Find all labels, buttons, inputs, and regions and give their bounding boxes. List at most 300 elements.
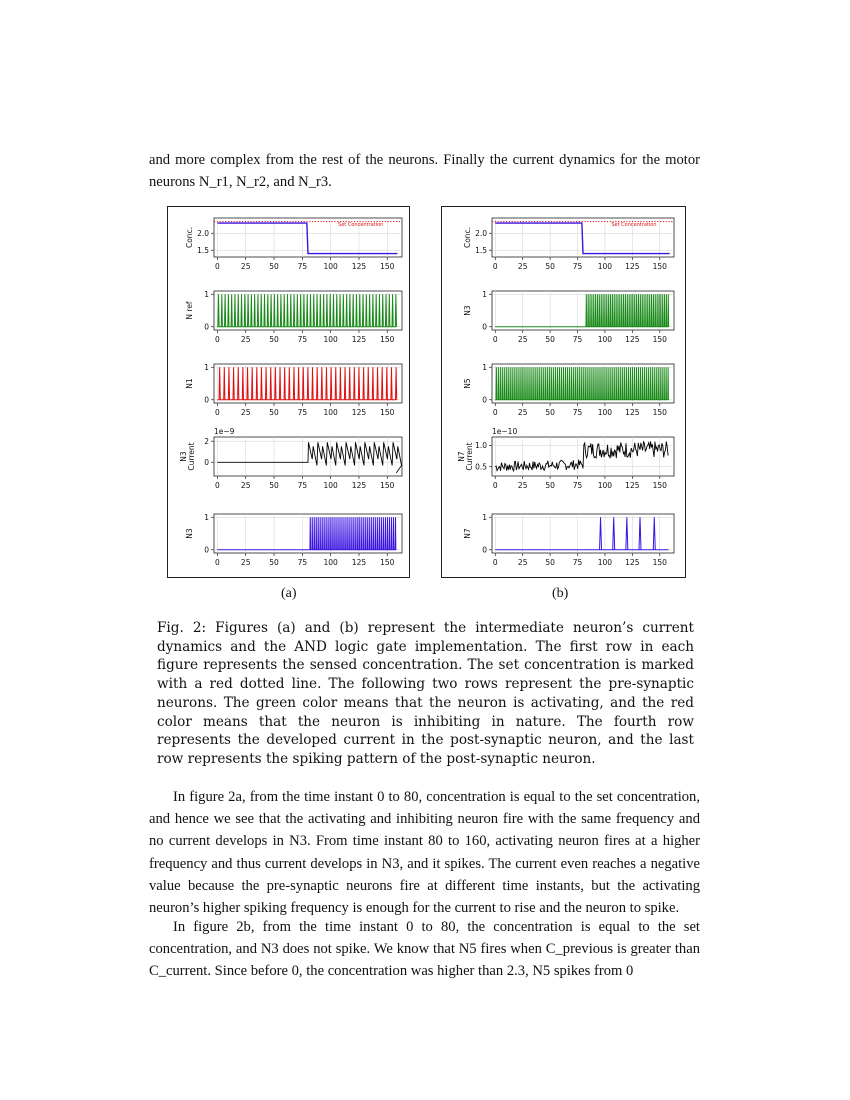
spike-mark: [333, 294, 334, 327]
x-tick-label: 150: [380, 335, 395, 344]
x-tick-label: 125: [351, 408, 367, 417]
spike-mark: [638, 294, 639, 327]
spike-mark: [362, 294, 363, 327]
spike-mark: [614, 367, 615, 400]
spike-mark: [349, 294, 350, 327]
spike-mark: [500, 367, 501, 400]
x-tick-label: 150: [652, 558, 667, 567]
spike-mark: [545, 367, 546, 400]
spike-mark: [377, 367, 378, 400]
y-tick-label: 1: [204, 512, 209, 522]
subplot-1: [463, 218, 674, 271]
spike-mark: [634, 367, 635, 400]
spike-mark: [514, 367, 515, 400]
spike-mark: [377, 517, 378, 550]
spike-mark: [577, 367, 578, 400]
x-tick-label: 0: [215, 262, 220, 271]
spike-mark: [644, 367, 645, 400]
spike-mark: [536, 367, 537, 400]
spike-mark: [648, 367, 649, 400]
spike-mark: [338, 517, 339, 550]
spike-mark: [274, 294, 275, 327]
y-tick-label: 0: [204, 545, 209, 555]
current-series: [495, 441, 668, 470]
spike-mark: [353, 294, 354, 327]
spike-mark: [595, 294, 596, 327]
figure-panel-b: [441, 206, 686, 578]
x-tick-label: 25: [240, 481, 251, 490]
spike-mark: [524, 367, 525, 400]
y-tick-label: 1.0: [475, 441, 487, 451]
spike-mark: [234, 294, 235, 327]
spike-mark: [620, 367, 621, 400]
spike-mark: [652, 367, 653, 400]
x-tick-label: 50: [545, 558, 555, 567]
y-axis-label: N5: [463, 378, 472, 389]
spike-mark: [592, 294, 593, 327]
spike-mark: [591, 367, 592, 400]
spike-mark: [221, 294, 222, 327]
spike-mark: [646, 294, 647, 327]
spike-mark: [363, 367, 364, 400]
spike-mark: [284, 294, 285, 327]
spike-mark: [603, 367, 604, 400]
spike-mark: [348, 517, 349, 550]
x-tick-label: 100: [597, 481, 613, 490]
y-tick-label: 0: [482, 545, 487, 555]
spike-mark: [340, 367, 341, 400]
spike-mark: [605, 294, 606, 327]
x-tick-label: 150: [380, 262, 395, 271]
x-tick-label: 100: [323, 335, 338, 344]
spike-mark: [593, 294, 594, 327]
x-tick-label: 150: [380, 408, 395, 417]
spike-mark: [599, 294, 600, 327]
spike-mark: [549, 367, 550, 400]
spike-mark: [569, 367, 570, 400]
spike-mark: [666, 294, 667, 327]
spike-mark: [532, 367, 533, 400]
x-tick-label: 150: [652, 262, 667, 271]
set-concentration-annotation: Set Concentration: [338, 222, 384, 228]
spike-mark: [326, 294, 327, 327]
spike-mark: [247, 294, 248, 327]
spike-mark: [386, 367, 387, 400]
spike-mark: [662, 367, 663, 400]
x-tick-label: 125: [625, 408, 640, 417]
x-tick-label: 100: [597, 408, 613, 417]
spike-mark: [640, 367, 641, 400]
spike-mark: [605, 367, 606, 400]
spike-mark: [628, 367, 629, 400]
x-tick-label: 75: [297, 335, 308, 344]
spike-mark: [555, 367, 556, 400]
spike-mark: [279, 367, 280, 400]
spike-mark: [621, 294, 622, 327]
spike-mark: [339, 294, 340, 327]
paragraph-intro: and more complex from the rest of the neurons. Finally the current dynamics for the motor neurons N_r1, N_r2, and N_r3.: [149, 152, 700, 191]
spike-mark: [326, 517, 327, 550]
spike-mark: [385, 517, 386, 550]
spike-mark: [270, 294, 271, 327]
spike-mark: [335, 367, 336, 400]
spike-mark: [609, 367, 610, 400]
spike-mark: [624, 367, 625, 400]
spike-mark: [314, 517, 315, 550]
spike-mark: [504, 367, 505, 400]
spike-mark: [395, 294, 396, 327]
spike-mark: [520, 367, 521, 400]
subplot-4: [179, 427, 402, 490]
spike-mark: [376, 294, 377, 327]
spike-mark: [522, 367, 523, 400]
spike-mark: [607, 367, 608, 400]
spike-mark: [218, 294, 219, 327]
x-tick-label: 0: [492, 262, 498, 271]
spike-mark: [654, 367, 655, 400]
spike-mark: [375, 517, 376, 550]
x-tick-label: 25: [240, 408, 251, 417]
spike-mark: [553, 367, 554, 400]
spike-mark: [359, 294, 360, 327]
spike-mark: [565, 367, 566, 400]
spike-mark: [510, 367, 511, 400]
x-tick-label: 125: [625, 481, 640, 490]
spike-mark: [373, 517, 374, 550]
x-tick-label: 50: [269, 408, 279, 417]
spike-mark: [251, 294, 252, 327]
x-tick-label: 75: [297, 262, 308, 271]
spike-mark: [561, 367, 562, 400]
spike-mark: [316, 517, 317, 550]
spike-mark: [316, 294, 317, 327]
spike-mark: [662, 294, 663, 327]
y-tick-label: 1: [482, 289, 487, 299]
spike-mark: [392, 294, 393, 327]
spike-mark: [372, 367, 373, 400]
spike-mark: [313, 294, 314, 327]
x-tick-label: 75: [572, 335, 583, 344]
spike-mark: [321, 367, 322, 400]
spike-mark: [633, 294, 634, 327]
spike-mark: [359, 517, 360, 550]
spike-mark: [354, 517, 355, 550]
spike-mark: [559, 367, 560, 400]
spike-mark: [646, 367, 647, 400]
spike-mark: [284, 367, 285, 400]
spike-mark: [563, 367, 564, 400]
spike-mark: [267, 294, 268, 327]
spike-mark: [228, 367, 229, 400]
y-axis-label: N3: [179, 451, 188, 462]
spike-mark: [581, 367, 582, 400]
spike-mark: [224, 367, 225, 400]
y-tick-label: 2.0: [475, 228, 487, 238]
spike-mark: [352, 517, 353, 550]
current-series: [217, 442, 401, 473]
spike-mark: [280, 294, 281, 327]
spike-mark: [618, 367, 619, 400]
y-axis-label: N ref: [185, 301, 194, 320]
subplot-3: [185, 363, 402, 417]
spike-mark: [367, 517, 368, 550]
spike-mark: [303, 294, 304, 327]
spike-mark: [346, 517, 347, 550]
spike-mark: [626, 367, 627, 400]
spike-mark: [608, 294, 609, 327]
y-tick-label: 0.5: [475, 462, 487, 472]
figure-caption: Fig. 2: Figures (a) and (b) represent the intermediate neuron’s current dynamics and the AND logic gate implementation. The first row in each figure represents the sensed concentration. The set concentration is marked with a red dotted line. The following two rows represent the pre-synaptic neurons. The green color means that the neuron is activating, and the red color means that the neuron is inhibiting in nature. The fourth row represents the developed current in the post-synaptic neuron, and the last row represents the spiking pattern of the post-synaptic neuron.: [157, 620, 694, 767]
spike-mark: [626, 517, 628, 550]
spike-mark: [366, 294, 367, 327]
spike-mark: [307, 367, 308, 400]
spike-mark: [623, 294, 624, 327]
spike-mark: [638, 367, 639, 400]
spike-mark: [330, 294, 331, 327]
spike-mark: [661, 294, 662, 327]
x-tick-label: 0: [215, 408, 220, 417]
spike-mark: [610, 367, 611, 400]
y-axis-label: Conc.: [463, 226, 472, 249]
spike-mark: [640, 294, 641, 327]
x-tick-label: 25: [517, 408, 528, 417]
spike-mark: [381, 517, 382, 550]
spike-mark: [332, 517, 333, 550]
spike-mark: [238, 294, 239, 327]
x-tick-label: 75: [297, 558, 308, 567]
spike-mark: [287, 294, 288, 327]
spike-mark: [293, 367, 294, 400]
spike-mark: [590, 294, 591, 327]
spike-mark: [639, 517, 641, 550]
subplot-5: [185, 513, 402, 567]
y-scale-label: 1e−10: [492, 427, 518, 436]
spike-mark: [642, 367, 643, 400]
x-tick-label: 25: [240, 335, 251, 344]
x-tick-label: 100: [323, 558, 338, 567]
spike-mark: [298, 367, 299, 400]
spike-mark: [599, 367, 600, 400]
spike-mark: [342, 517, 343, 550]
y-axis-label: N7: [457, 451, 466, 462]
spike-mark: [369, 294, 370, 327]
y-tick-label: 1.5: [197, 245, 209, 255]
spike-mark: [588, 294, 589, 327]
spike-mark: [583, 367, 584, 400]
set-concentration-annotation: Set Concentration: [611, 222, 657, 228]
x-tick-label: 50: [269, 481, 279, 490]
spike-mark: [365, 517, 366, 550]
spike-mark: [539, 367, 540, 400]
y-tick-label: 1: [204, 289, 209, 299]
spike-mark: [516, 367, 517, 400]
y-axis-label: N3: [185, 528, 194, 539]
spike-mark: [634, 294, 635, 327]
spike-mark: [228, 294, 229, 327]
spike-mark: [575, 367, 576, 400]
spike-mark: [344, 367, 345, 400]
spike-mark: [323, 294, 324, 327]
spike-mark: [371, 517, 372, 550]
spike-mark: [349, 367, 350, 400]
spike-mark: [241, 294, 242, 327]
spike-mark: [630, 367, 631, 400]
subfigure-label-b: (b): [552, 586, 569, 601]
spike-mark: [518, 367, 519, 400]
spike-mark: [653, 294, 654, 327]
x-tick-label: 75: [572, 262, 583, 271]
spike-mark: [312, 367, 313, 400]
spike-mark: [328, 517, 329, 550]
spike-mark: [254, 294, 255, 327]
spike-mark: [238, 367, 239, 400]
spike-mark: [601, 367, 602, 400]
paragraph-figure-2a: In figure 2a, from the time instant 0 to 80, concentration is equal to the set concentration, and hence we see that the activating and inhibiting neuron fire with the same frequency and no current develops in N3. From time instant 80 to 160, activating neuron fires at a higher frequency and thus current develops in N3, and it spikes. The current even reaches a negative value because the pre-synaptic neurons fire at different time instants, but the activating neuron’s higher spiking frequency is enough for the current to rise and the neuron to spike.: [149, 789, 700, 917]
x-tick-label: 150: [652, 408, 667, 417]
spike-mark: [242, 367, 243, 400]
spike-mark: [244, 294, 245, 327]
figure-b-svg: [442, 207, 685, 577]
spike-mark: [593, 367, 594, 400]
spike-mark: [534, 367, 535, 400]
x-tick-label: 0: [492, 481, 498, 490]
spike-mark: [383, 517, 384, 550]
subplot-5: [463, 513, 674, 567]
spike-mark: [508, 367, 509, 400]
spike-mark: [629, 294, 630, 327]
spike-mark: [340, 517, 341, 550]
spike-mark: [597, 367, 598, 400]
spike-mark: [627, 294, 628, 327]
y-tick-label: 1.5: [475, 245, 487, 255]
spike-mark: [379, 517, 380, 550]
spike-mark: [600, 517, 602, 550]
y-tick-label: 0: [204, 322, 209, 332]
spike-mark: [355, 517, 356, 550]
spike-mark: [336, 517, 337, 550]
x-tick-label: 100: [323, 262, 338, 271]
spike-mark: [616, 294, 617, 327]
y-tick-label: 0: [204, 457, 209, 467]
spike-mark: [656, 367, 657, 400]
y-scale-label: 1e−9: [214, 427, 235, 436]
spike-mark: [289, 367, 290, 400]
spike-mark: [610, 294, 611, 327]
spike-mark: [334, 517, 335, 550]
spike-mark: [664, 367, 665, 400]
x-tick-label: 25: [517, 262, 528, 271]
spike-mark: [303, 367, 304, 400]
spike-mark: [649, 294, 650, 327]
spike-mark: [231, 294, 232, 327]
spike-mark: [233, 367, 234, 400]
spike-mark: [668, 367, 669, 400]
x-tick-label: 75: [572, 481, 583, 490]
spike-mark: [618, 294, 619, 327]
spike-mark: [389, 517, 390, 550]
spike-mark: [270, 367, 271, 400]
x-tick-label: 125: [351, 481, 367, 490]
x-tick-label: 125: [351, 335, 367, 344]
spike-mark: [636, 294, 637, 327]
subplot-2: [463, 290, 674, 344]
x-tick-label: 25: [517, 558, 528, 567]
spike-mark: [346, 294, 347, 327]
x-tick-label: 0: [215, 335, 220, 344]
spike-mark: [498, 367, 499, 400]
y-tick-label: 1: [482, 512, 487, 522]
spike-mark: [653, 517, 655, 550]
spike-mark: [512, 367, 513, 400]
spike-mark: [265, 367, 266, 400]
spike-mark: [655, 294, 656, 327]
spike-mark: [356, 294, 357, 327]
spike-mark: [361, 517, 362, 550]
y-tick-label: 1: [482, 362, 487, 372]
spike-mark: [247, 367, 248, 400]
x-tick-label: 25: [517, 481, 528, 490]
x-tick-label: 150: [652, 481, 667, 490]
spike-mark: [344, 517, 345, 550]
spike-mark: [252, 367, 253, 400]
spike-mark: [557, 367, 558, 400]
spike-mark: [657, 294, 658, 327]
spike-mark: [658, 367, 659, 400]
spike-mark: [277, 294, 278, 327]
spike-mark: [350, 517, 351, 550]
spike-mark: [225, 294, 226, 327]
spike-mark: [567, 367, 568, 400]
spike-mark: [595, 367, 596, 400]
spike-mark: [612, 294, 613, 327]
spike-mark: [257, 294, 258, 327]
x-tick-label: 0: [215, 481, 220, 490]
spike-mark: [586, 294, 587, 327]
spike-mark: [343, 294, 344, 327]
spike-mark: [644, 294, 645, 327]
spike-mark: [357, 517, 358, 550]
spike-mark: [382, 294, 383, 327]
x-tick-label: 150: [380, 558, 395, 567]
spike-mark: [312, 517, 313, 550]
spike-mark: [650, 367, 651, 400]
x-tick-label: 50: [545, 408, 555, 417]
spike-mark: [322, 517, 323, 550]
spike-mark: [551, 367, 552, 400]
spike-mark: [647, 294, 648, 327]
y-tick-label: 0: [482, 322, 487, 332]
y-axis-label: Current: [465, 442, 474, 471]
spike-mark: [601, 294, 602, 327]
spike-mark: [585, 367, 586, 400]
y-axis-label: Current: [187, 442, 196, 471]
x-tick-label: 125: [351, 558, 367, 567]
spike-mark: [320, 294, 321, 327]
x-tick-label: 0: [492, 558, 498, 567]
spike-mark: [589, 367, 590, 400]
y-axis-label: N3: [463, 305, 472, 316]
spike-mark: [537, 367, 538, 400]
x-tick-label: 0: [492, 408, 498, 417]
x-tick-label: 100: [323, 481, 338, 490]
spike-mark: [613, 517, 615, 550]
spike-mark: [506, 367, 507, 400]
spike-mark: [651, 294, 652, 327]
spike-mark: [616, 367, 617, 400]
x-tick-label: 50: [545, 335, 555, 344]
x-tick-label: 0: [215, 558, 220, 567]
spike-mark: [636, 367, 637, 400]
